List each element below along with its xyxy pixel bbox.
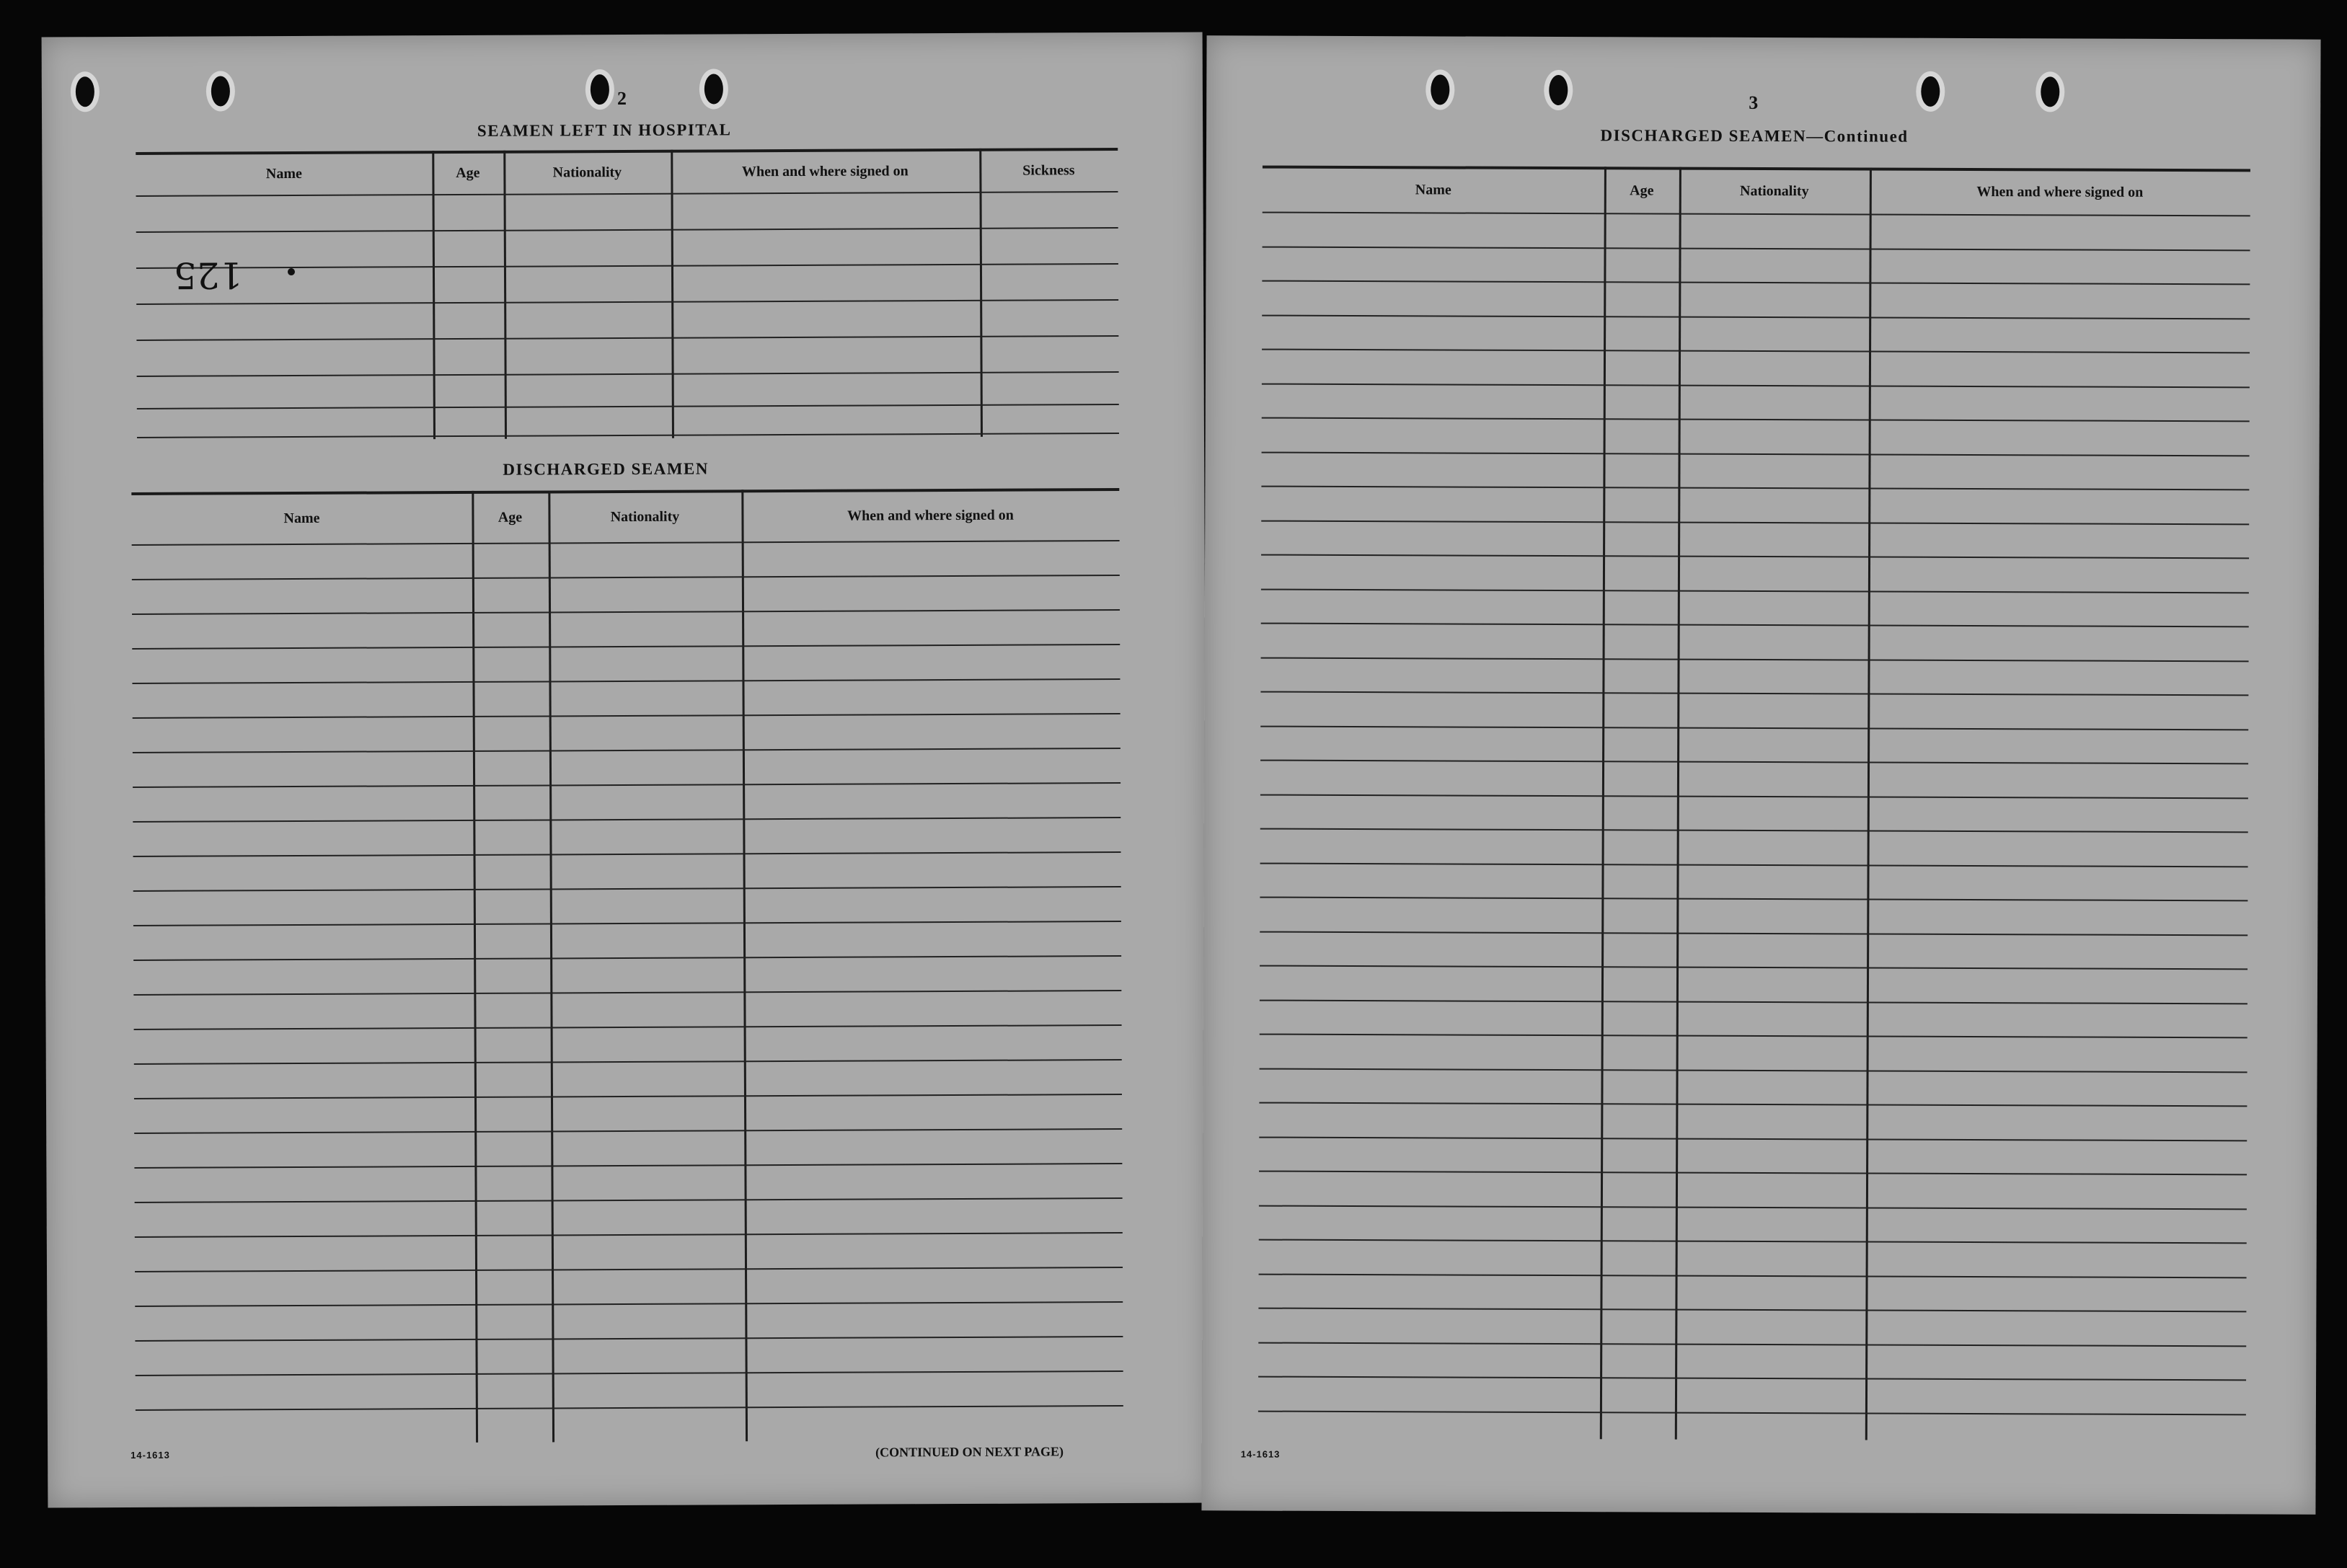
rule-line	[1259, 1136, 2247, 1141]
hospital-section-title: SEAMEN LEFT IN HOSPITAL	[477, 120, 732, 140]
column-header-name: Name	[265, 165, 302, 182]
rule-line	[135, 1197, 1123, 1203]
rule-line	[1258, 1342, 2246, 1347]
rule-line	[1260, 897, 2247, 902]
rule-line	[1259, 1205, 2247, 1210]
rule-line	[133, 851, 1121, 857]
rule-line	[1261, 486, 2249, 491]
rule-line	[133, 990, 1121, 996]
discharged-section-title: DISCHARGED SEAMEN	[503, 459, 710, 479]
rule-line	[1259, 1102, 2247, 1107]
rule-line	[135, 1336, 1123, 1342]
rule-line	[134, 1128, 1122, 1134]
discharged-continued-title: DISCHARGED SEAMEN—Continued	[1600, 126, 1909, 146]
rule-line	[136, 1370, 1123, 1376]
rule-line	[134, 1059, 1122, 1065]
rule-line	[1260, 999, 2247, 1004]
rule-line	[132, 609, 1120, 615]
page-number: 3	[1749, 92, 1759, 113]
rule-line	[1262, 417, 2250, 422]
rule-line	[1262, 349, 2250, 354]
rule-line	[136, 1405, 1123, 1411]
rule-line	[133, 817, 1121, 823]
rule-line	[1259, 1239, 2247, 1244]
punch-hole	[2036, 71, 2064, 112]
hospital-table	[136, 148, 1119, 440]
punch-hole	[699, 68, 728, 109]
punch-hole	[585, 69, 614, 110]
rule-line	[1261, 520, 2249, 525]
rule-line	[135, 1301, 1123, 1307]
right-page	[1201, 35, 2320, 1514]
column-header-age: Age	[498, 509, 523, 526]
column-header-age: Age	[1630, 182, 1654, 199]
column-header-nationality: Nationality	[1740, 182, 1809, 200]
rule-line	[134, 1163, 1122, 1169]
rule-line	[1260, 1034, 2247, 1039]
rule-line	[1261, 623, 2249, 628]
rule-line	[1262, 280, 2250, 285]
rule-line	[1260, 725, 2248, 730]
column-header-nationality: Nationality	[610, 508, 680, 526]
rule-line	[1258, 1308, 2246, 1313]
rule-line	[1258, 1410, 2246, 1415]
rule-line	[132, 678, 1120, 684]
rule-line	[1259, 1171, 2247, 1176]
left-page	[42, 32, 1209, 1507]
rule-line	[1261, 554, 2249, 559]
column-header-signed-on: When and where signed on	[1976, 184, 2144, 200]
rule-line	[1261, 588, 2249, 593]
rule-line	[133, 782, 1121, 788]
punch-hole	[1544, 70, 1573, 110]
form-number: 14-1613	[1240, 1448, 1281, 1460]
column-header-signed-on: When and where signed on	[741, 163, 909, 180]
rule-line	[1262, 383, 2250, 388]
punch-hole	[1426, 69, 1454, 110]
punch-hole	[1916, 71, 1945, 112]
rule-line	[1262, 314, 2250, 319]
ink-dot	[288, 268, 295, 275]
punch-hole	[206, 71, 235, 111]
rule-line	[133, 921, 1121, 926]
rule-line	[132, 540, 1120, 546]
page-number: 2	[616, 87, 627, 110]
rule-line	[132, 644, 1120, 650]
continued-note: (CONTINUED ON NEXT PAGE)	[875, 1444, 1064, 1460]
column-header-signed-on: When and where signed on	[847, 507, 1014, 524]
rule-line	[133, 955, 1121, 961]
rule-line	[1260, 828, 2248, 833]
rule-line	[133, 713, 1121, 719]
rule-line	[1260, 965, 2247, 970]
discharged-table	[131, 488, 1123, 1444]
rule-line	[133, 748, 1121, 753]
rule-line	[1260, 862, 2248, 867]
column-header-age: Age	[456, 164, 480, 182]
handwritten-mark: 125	[173, 254, 243, 296]
rule-line	[1260, 1068, 2247, 1073]
column-header-nationality: Nationality	[552, 164, 622, 181]
rule-line	[1263, 246, 2250, 251]
rule-line	[135, 1232, 1123, 1238]
rule-line	[1262, 451, 2250, 456]
rule-line	[1260, 794, 2248, 799]
column-header-name: Name	[1415, 182, 1451, 198]
rule-line	[133, 886, 1121, 892]
rule-line	[1259, 1273, 2247, 1278]
form-number: 14-1613	[131, 1449, 170, 1461]
column-header-sickness: Sickness	[1022, 162, 1075, 179]
rule-line	[1258, 1376, 2246, 1381]
rule-line	[1263, 212, 2250, 217]
rule-line	[1260, 760, 2248, 765]
rule-line	[132, 575, 1120, 580]
rule-line	[134, 1094, 1122, 1099]
rule-line	[1261, 657, 2249, 662]
column-header-name: Name	[283, 510, 320, 527]
punch-hole	[71, 71, 100, 112]
rule-line	[1260, 691, 2248, 696]
rule-line	[134, 1024, 1122, 1030]
rule-line	[135, 1267, 1123, 1272]
rule-line	[1260, 931, 2247, 936]
discharged-continued-table	[1258, 166, 2250, 1442]
